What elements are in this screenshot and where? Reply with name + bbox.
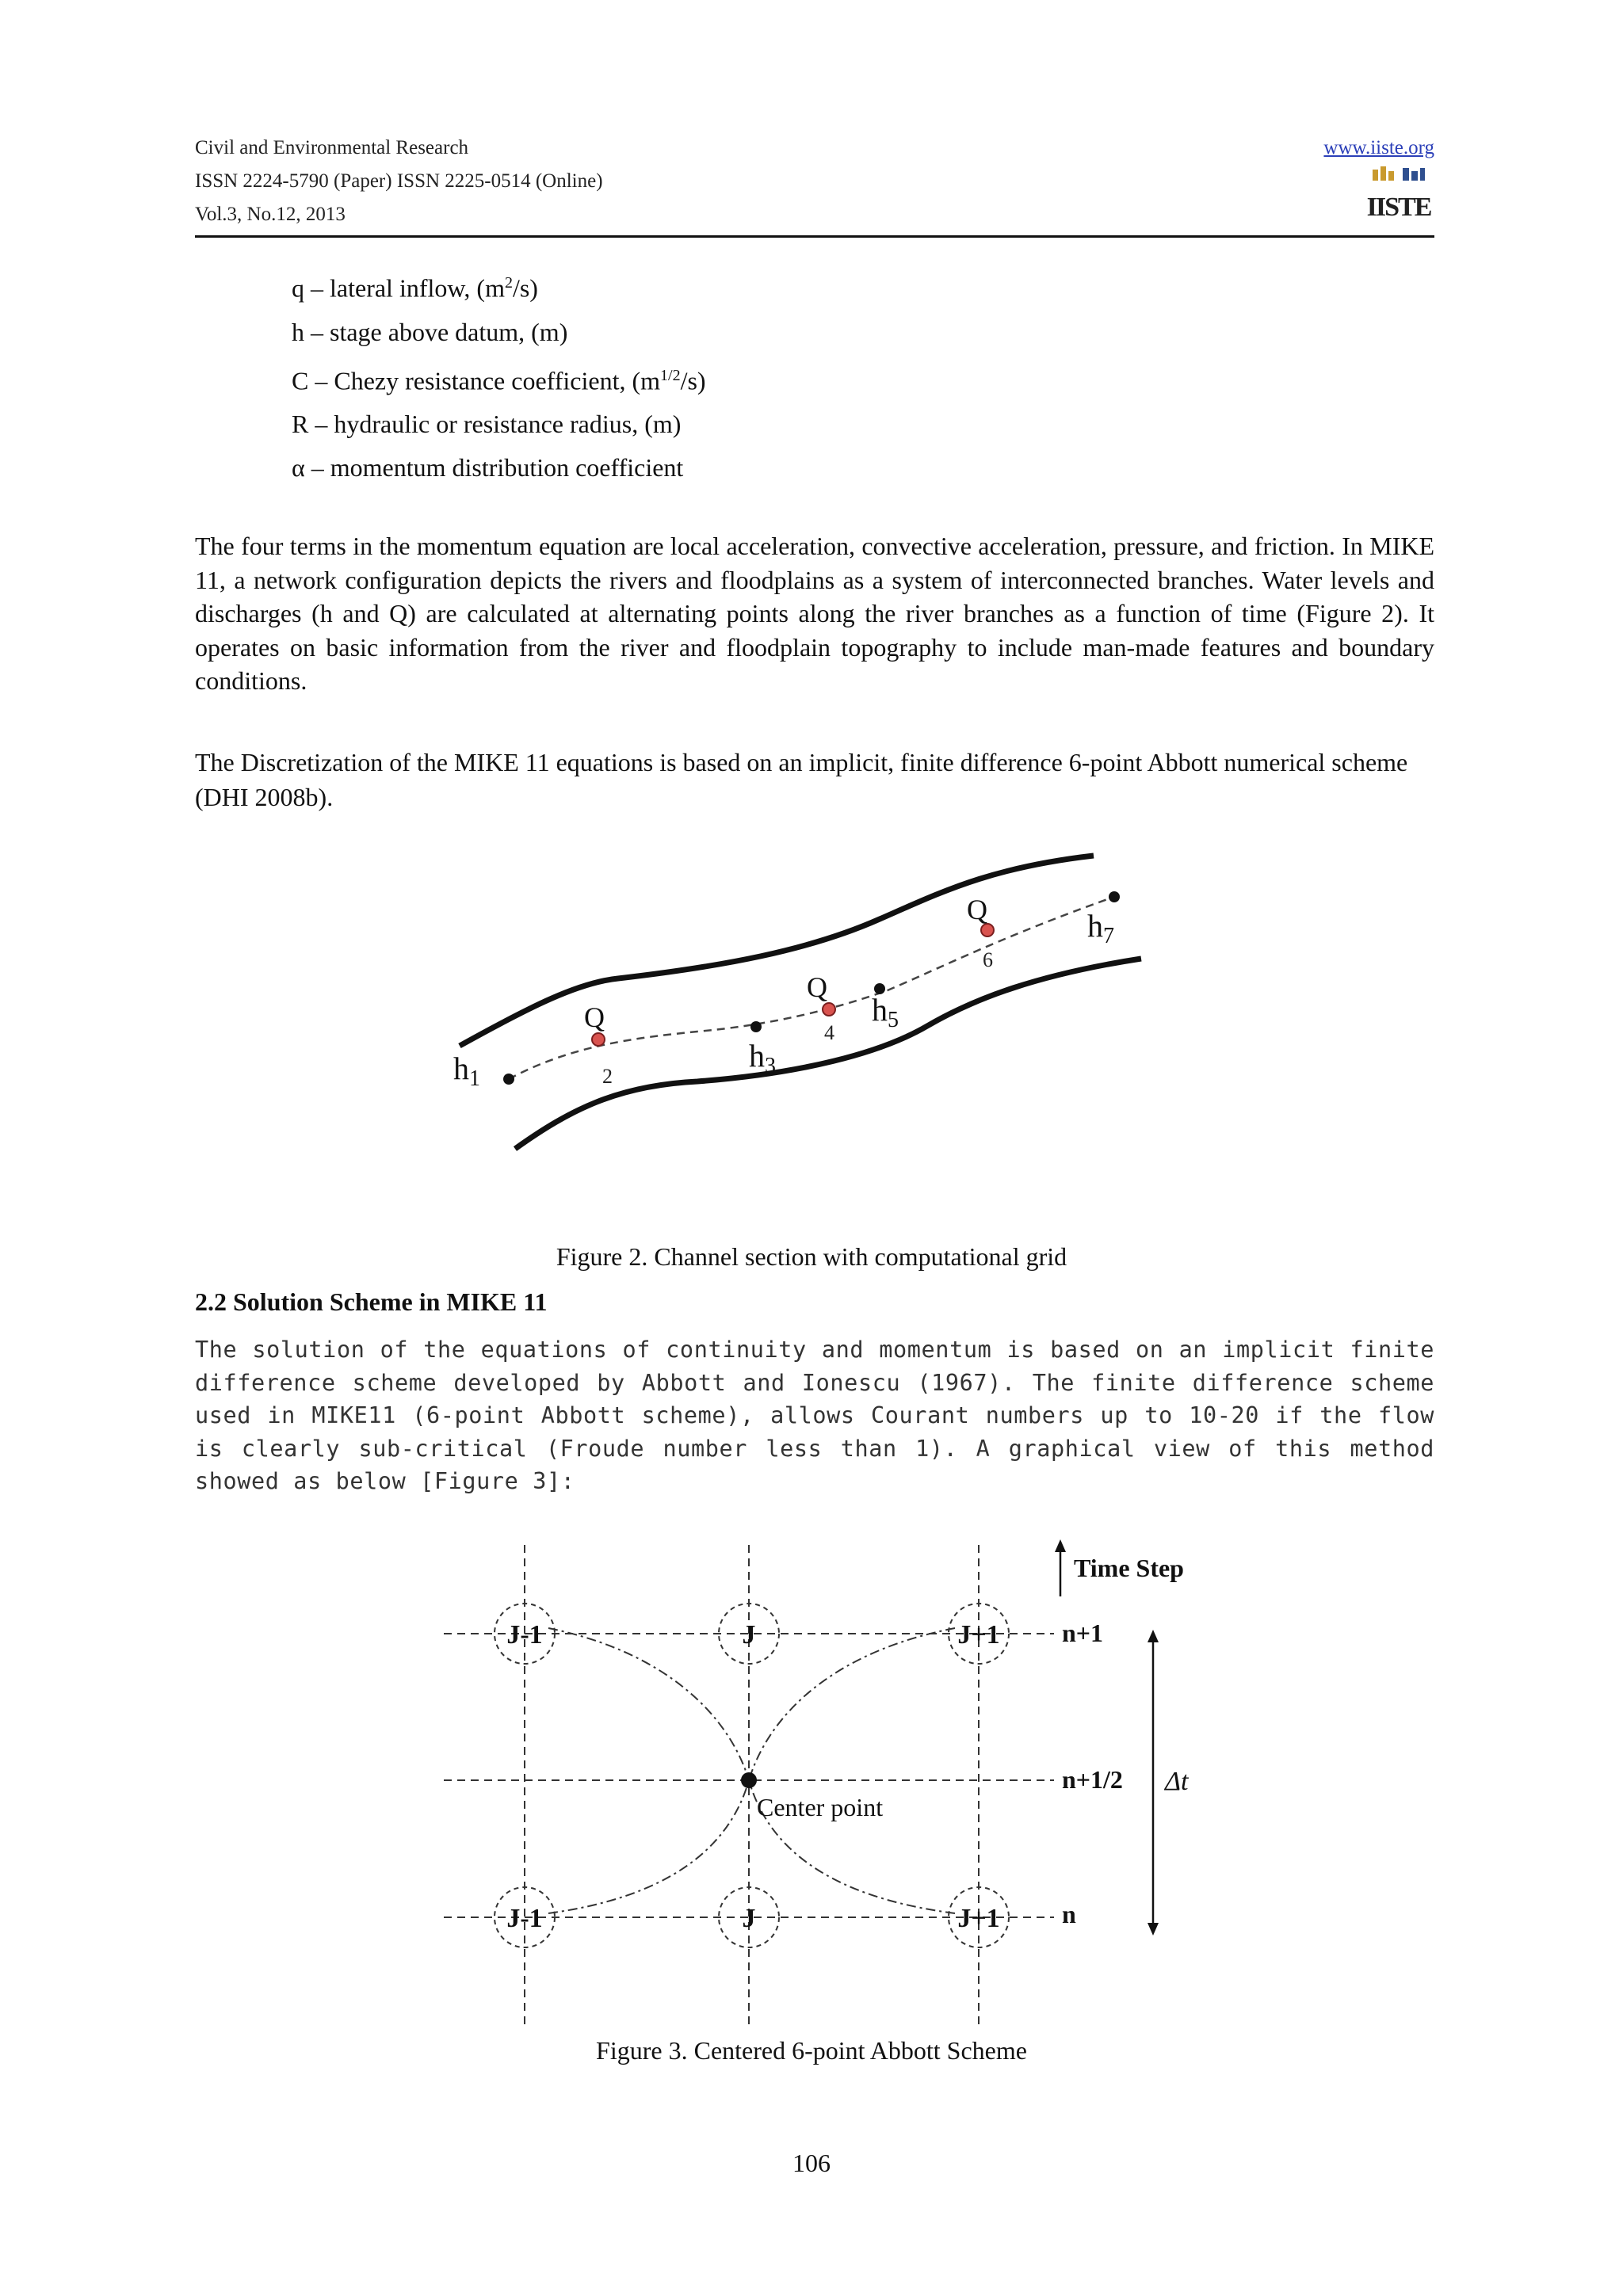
node-jminus1-top: J-1 [506,1620,543,1650]
issn-line: ISSN 2224-5790 (Paper) ISSN 2225-0514 (Online) [195,170,603,192]
delta-t-label: Δt [1165,1767,1189,1796]
lower-bank [515,959,1141,1149]
point-h1 [503,1074,514,1085]
level-n-plus-half: n+1/2 [1062,1765,1123,1794]
figure2-caption: Figure 2. Channel section with computational grid [556,1242,1067,1271]
delta-t-arrow [1148,1630,1159,1936]
momentum-paragraph: The four terms in the momentum equation are local acceleration, convective acceleration, pressure, and friction. In MIKE 11, a network configuration depicts the rivers and floodplains as a system of interconnected branches. Water levels and discharges (h and Q) are calculated at alternating points along the river branches as a function of time (Figure 2). It operates on basic information from the river and floodplain topography to include man-made features and boundary conditions. [195,532,1434,695]
page-number: 106 [792,2149,831,2177]
section-heading: 2.2 Solution Scheme in MIKE 11 [195,1287,548,1316]
label-h7: $h_7$ [1087,908,1114,948]
label-n6: 6 [983,948,993,971]
abbott-scheme-figure [428,1533,1236,2048]
logo-text: IISTE [1366,193,1431,222]
label-h5: $h_5$ [872,992,899,1032]
channel-section-figure [436,848,1149,1180]
point-q2 [592,1033,605,1046]
level-n-plus-1: n+1 [1062,1619,1104,1647]
point-q6 [981,924,994,936]
node-jplus1-bottom: J+1 [957,1904,1000,1933]
node-jminus1-bottom: J-1 [506,1904,543,1933]
label-h1: $h_1$ [453,1051,480,1091]
node-j-bottom: J [742,1904,756,1933]
logo-bars [1373,166,1425,181]
label-h3: $h_3$ [749,1038,776,1078]
time-step-label: Time Step [1074,1554,1184,1582]
definition-alpha: α – momentum distribution coefficient [292,453,684,482]
node-j-top: J [742,1620,756,1650]
point-h7 [1109,891,1120,902]
label-n4: 4 [824,1021,834,1044]
level-n: n [1062,1900,1076,1928]
iiste-logo [1366,165,1431,228]
label-q2: Q [584,1001,605,1033]
scheme-curves [548,1628,955,1913]
upper-bank [460,856,1094,1046]
variable-definitions [292,261,706,490]
website-link[interactable]: www.iiste.org [1323,137,1434,158]
journal-name: Civil and Environmental Research [195,137,469,158]
figure3-caption: Figure 3. Centered 6-point Abbott Scheme [596,2036,1027,2065]
solution-scheme-paragraph: The solution of the equations of continuity and momentum is based on an implicit finite difference scheme developed by Abbott and Ionescu (1967). The finite difference scheme used in MIKE11 (6-point Abbott scheme), allows Courant numbers up to 10-20 if the flow is clearly sub-critical (Froude number less than 1). A graphical view of this method showed as below [Figure 3]: [195,1337,1434,1494]
point-h3 [750,1021,762,1032]
label-q6: Q [967,894,987,925]
node-jplus1-top: J+1 [957,1620,1000,1650]
point-q4 [823,1003,835,1016]
time-step-arrow [1055,1539,1066,1596]
definition-h: h – stage above datum, (m) [292,317,568,346]
definition-c: C – Chezy resistance coefficient, $(m^{1/2}/s)$ [292,366,706,395]
volume-line: Vol.3, No.12, 2013 [195,204,346,225]
discretization-paragraph: The Discretization of the MIKE 11 equations is based on an implicit, finite difference 6-point Abbott numerical scheme (DHI 2008b). [195,748,1408,811]
center-point-dot [741,1772,757,1788]
label-n2: 2 [602,1065,613,1088]
definition-r: R – hydraulic or resistance radius, (m) [292,410,682,439]
label-q4: Q [807,971,827,1003]
definition-q: q – lateral inflow, $(m^2/s)$ [292,273,538,303]
header-rule [195,235,1434,238]
center-point-label: Center point [757,1793,884,1821]
